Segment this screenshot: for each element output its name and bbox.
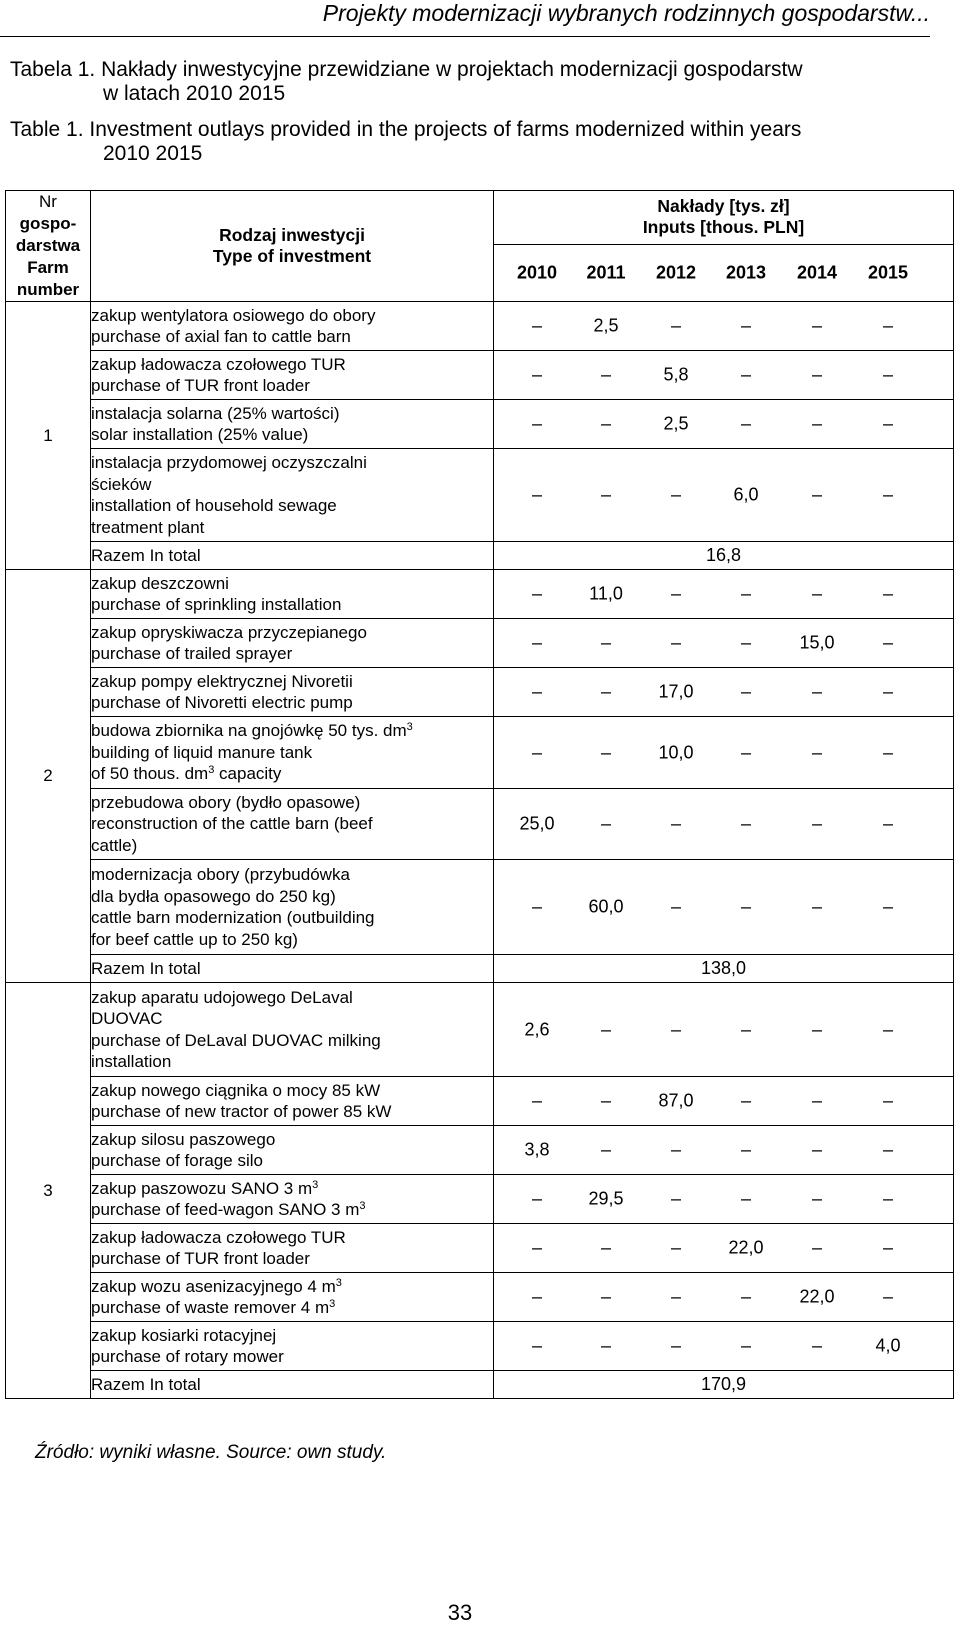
table-row — [6, 1077, 954, 1126]
nr-line: Farm — [27, 258, 69, 277]
no-outlay-dash: – — [811, 364, 823, 385]
caption-pl-line-2: w latach 2010 2015 — [103, 82, 286, 105]
caption-en-line-1: Table 1. Investment outlays provided in the projects of farms modernized within years — [10, 118, 802, 141]
item-line: building of liquid manure tank — [91, 742, 313, 762]
no-outlay-dash: – — [531, 681, 543, 702]
no-outlay-dash: – — [811, 1237, 823, 1258]
no-outlay-dash: – — [531, 742, 543, 762]
item-line: zakup wentylatora osiowego do obory — [91, 305, 376, 325]
item-line: zakup deszczowni — [91, 573, 229, 593]
table-row — [6, 449, 954, 542]
outlay-value: 3,8 — [524, 1139, 550, 1160]
table-row — [6, 717, 954, 789]
no-outlay-dash: – — [882, 1188, 894, 1209]
table-row — [6, 1126, 954, 1175]
year-values — [494, 570, 954, 619]
item-line: purchase of forage silo — [91, 1151, 263, 1170]
investment-item — [91, 860, 494, 955]
no-outlay-dash: – — [882, 583, 894, 604]
no-outlay-dash: – — [882, 1019, 894, 1039]
table-row — [6, 570, 954, 619]
total-value: 138,0 — [494, 955, 954, 983]
item-line: purchase of waste remover 4 $m^3$ — [91, 1298, 336, 1317]
no-outlay-dash: – — [811, 681, 823, 702]
item-line: purchase of sprinkling installation — [91, 595, 342, 614]
total-value: 16,8 — [494, 542, 954, 570]
total-row — [6, 955, 954, 983]
investment-item — [91, 668, 494, 717]
outlay-value: 22,0 — [728, 1237, 764, 1258]
no-outlay-dash: – — [531, 1188, 543, 1209]
item-line: installation — [91, 1052, 172, 1071]
item-line: zakup ładowacza czołowego TUR — [91, 1227, 346, 1247]
no-outlay-dash: – — [531, 413, 543, 434]
no-outlay-dash: – — [531, 1090, 543, 1111]
no-outlay-dash: – — [882, 896, 894, 917]
no-outlay-dash: – — [531, 583, 543, 604]
investment-item — [91, 1077, 494, 1126]
item-line: cattle barn modernization (outbuilding — [91, 908, 375, 927]
no-outlay-dash: – — [740, 364, 752, 385]
investment-item — [91, 400, 494, 449]
outlay-value: 2,5 — [663, 413, 689, 434]
no-outlay-dash: – — [740, 896, 752, 917]
no-outlay-dash: – — [670, 1237, 682, 1258]
investment-item — [91, 570, 494, 619]
total-label: Razem In total — [91, 955, 494, 983]
year-values — [494, 860, 954, 955]
table-row — [6, 619, 954, 668]
outlay-value: 60,0 — [588, 896, 624, 917]
no-outlay-dash: – — [882, 742, 894, 762]
investment-item — [91, 1273, 494, 1322]
no-outlay-dash: – — [600, 632, 612, 653]
total-label: Razem In total — [91, 542, 494, 570]
no-outlay-dash: – — [740, 583, 752, 604]
no-outlay-dash: – — [600, 813, 612, 834]
item-line: zakup kosiarki rotacyjnej — [91, 1325, 277, 1345]
no-outlay-dash: – — [531, 315, 543, 336]
no-outlay-dash: – — [882, 1286, 894, 1307]
year-values — [494, 351, 954, 400]
item-line: instalacja przydomowej oczyszczalni — [91, 453, 367, 472]
table-row — [6, 1273, 954, 1322]
farm-number-header — [6, 191, 91, 302]
outlay-value: 87,0 — [658, 1090, 694, 1111]
item-line: purchase of TUR front loader — [91, 376, 310, 395]
item-line: treatment plant — [91, 517, 205, 537]
investment-item — [91, 1322, 494, 1371]
total-value: 170,9 — [494, 1371, 954, 1399]
year-header: 2013 — [725, 262, 767, 283]
outlay-value: 25,0 — [519, 813, 555, 834]
no-outlay-dash: – — [670, 813, 682, 834]
outlay-value: 15,0 — [799, 632, 835, 653]
item-line: purchase of rotary mower — [91, 1347, 284, 1366]
no-outlay-dash: – — [740, 681, 752, 702]
item-line: purchase of trailed sprayer — [91, 644, 293, 663]
investment-item — [91, 449, 494, 542]
item-line: ścieków — [91, 474, 152, 494]
no-outlay-dash: – — [740, 632, 752, 653]
year-values — [494, 668, 954, 717]
item-line: purchase of axial fan to cattle barn — [91, 327, 351, 346]
investment-type-header — [91, 191, 494, 302]
item-line: for beef cattle up to 250 kg) — [91, 929, 298, 949]
item-line: zakup wozu asenizacyjnego 4 $m^3$ — [91, 1276, 342, 1296]
no-outlay-dash: – — [600, 742, 612, 762]
investment-item — [91, 351, 494, 400]
investment-item — [91, 1224, 494, 1273]
no-outlay-dash: – — [811, 1090, 823, 1111]
item-line: zakup ładowacza czołowego TUR — [91, 354, 346, 374]
outlay-value: 17,0 — [658, 681, 694, 702]
no-outlay-dash: – — [740, 1139, 752, 1160]
no-outlay-dash: – — [531, 1286, 543, 1307]
outlay-value: 10,0 — [658, 742, 694, 762]
table-row — [6, 1322, 954, 1371]
no-outlay-dash: – — [740, 742, 752, 762]
no-outlay-dash: – — [600, 1286, 612, 1307]
outlay-value: 11,0 — [589, 583, 623, 604]
year-values — [494, 1126, 954, 1175]
farm-number: 1 — [6, 302, 91, 570]
no-outlay-dash: – — [531, 1237, 543, 1258]
no-outlay-dash: – — [811, 742, 823, 762]
no-outlay-dash: – — [740, 813, 752, 834]
item-line: purchase of Nivoretti electric pump — [91, 693, 353, 712]
table-row — [6, 668, 954, 717]
no-outlay-dash: – — [670, 583, 682, 604]
no-outlay-dash: – — [882, 315, 894, 336]
no-outlay-dash: – — [811, 413, 823, 434]
outlay-value: 6,0 — [733, 484, 759, 505]
year-values — [494, 1273, 954, 1322]
outlay-value: 22,0 — [799, 1286, 835, 1307]
item-line: zakup silosu paszowego — [91, 1129, 276, 1149]
table-row — [6, 860, 954, 955]
no-outlay-dash: – — [600, 1237, 612, 1258]
type-header-en: Type of investment — [212, 246, 372, 266]
no-outlay-dash: – — [600, 1090, 612, 1111]
investment-item — [91, 1175, 494, 1224]
nr-line: Nr — [39, 192, 57, 211]
no-outlay-dash: – — [811, 896, 823, 917]
total-row — [6, 1371, 954, 1399]
item-line: zakup aparatu udojowego DeLaval — [91, 987, 353, 1007]
no-outlay-dash: – — [811, 813, 823, 834]
item-line: of 50 thous. $dm^3$ capacity — [91, 764, 282, 784]
item-line: zakup paszowozu SANO 3 $m^3$ — [91, 1178, 319, 1198]
no-outlay-dash: – — [600, 1019, 612, 1039]
item-line: zakup nowego ciągnika o mocy 85 kW — [91, 1080, 381, 1100]
item-line: modernizacja obory (przybudówka — [91, 865, 350, 884]
no-outlay-dash: – — [531, 896, 543, 917]
no-outlay-dash: – — [882, 413, 894, 434]
no-outlay-dash: – — [882, 632, 894, 653]
item-line: instalacja solarna (25% wartości) — [91, 403, 340, 423]
farm-number: 2 — [6, 570, 91, 983]
no-outlay-dash: – — [670, 1188, 682, 1209]
year-values — [494, 789, 954, 860]
year-values — [494, 400, 954, 449]
year-header: 2010 — [516, 262, 558, 283]
no-outlay-dash: – — [531, 484, 543, 505]
item-line: purchase of TUR front loader — [91, 1249, 310, 1268]
no-outlay-dash: – — [740, 1090, 752, 1111]
year-values — [494, 1175, 954, 1224]
inputs-header — [494, 191, 954, 245]
total-label: Razem In total — [91, 1371, 494, 1399]
no-outlay-dash: – — [670, 315, 682, 336]
no-outlay-dash: – — [740, 413, 752, 434]
item-line: reconstruction of the cattle barn (beef — [91, 814, 373, 834]
no-outlay-dash: – — [531, 1335, 543, 1356]
table-row — [6, 1175, 954, 1224]
year-header: 2012 — [655, 262, 697, 283]
item-line: solar installation (25% value) — [91, 425, 309, 444]
table-row — [6, 983, 954, 1077]
no-outlay-dash: – — [670, 1139, 682, 1160]
no-outlay-dash: – — [882, 813, 894, 834]
outlay-value: 2,6 — [524, 1019, 550, 1039]
no-outlay-dash: – — [670, 1286, 682, 1307]
running-header — [0, 0, 930, 37]
no-outlay-dash: – — [811, 583, 823, 604]
outlay-value: 2,5 — [593, 315, 619, 336]
investment-item — [91, 619, 494, 668]
item-line: purchase of feed-wagon SANO 3 $m^3$ — [91, 1200, 366, 1219]
no-outlay-dash: – — [600, 364, 612, 385]
year-values — [494, 983, 954, 1077]
year-header: 2014 — [796, 262, 838, 283]
no-outlay-dash: – — [882, 1139, 894, 1160]
no-outlay-dash: – — [740, 1019, 752, 1039]
item-line: installation of household sewage — [91, 496, 337, 515]
no-outlay-dash: – — [670, 1019, 682, 1039]
no-outlay-dash: – — [600, 484, 612, 505]
year-values — [494, 619, 954, 668]
year-values — [494, 717, 954, 789]
caption-pl-line-1: Tabela 1. Nakłady inwestycyjne przewidziane w projektach modernizacji gospodarstw — [10, 58, 803, 81]
farm-number: 3 — [6, 983, 91, 1399]
table-row — [6, 400, 954, 449]
no-outlay-dash: – — [670, 1335, 682, 1356]
outlay-value: 5,8 — [663, 364, 689, 385]
year-values — [494, 302, 954, 351]
caption-en-line-2: 2010 2015 — [103, 142, 203, 165]
no-outlay-dash: – — [740, 1335, 752, 1356]
table-row — [6, 302, 954, 351]
no-outlay-dash: – — [670, 896, 682, 917]
year-values — [494, 1224, 954, 1273]
no-outlay-dash: – — [882, 484, 894, 505]
no-outlay-dash: – — [811, 1188, 823, 1209]
investment-item — [91, 1126, 494, 1175]
source-note: Źródło: wyniki własne. Source: own study. — [35, 1442, 387, 1463]
no-outlay-dash: – — [740, 315, 752, 336]
table-caption-en — [10, 118, 801, 166]
table-row — [6, 1224, 954, 1273]
no-outlay-dash: – — [811, 315, 823, 336]
item-line: przebudowa obory (bydło opasowe) — [91, 792, 361, 812]
no-outlay-dash: – — [531, 364, 543, 385]
nr-line: number — [16, 280, 80, 299]
no-outlay-dash: – — [600, 1335, 612, 1356]
item-line: budowa zbiornika na gnojówkę 50 tys. $dm^3$ — [91, 721, 413, 741]
item-line: DUOVAC — [91, 1009, 163, 1028]
no-outlay-dash: – — [740, 1286, 752, 1307]
running-head-title: Projekty modernizacji wybranych rodzinnych gospodarstw... — [322, 0, 930, 26]
years-header — [494, 244, 954, 301]
no-outlay-dash: – — [811, 1139, 823, 1160]
investment-item — [91, 983, 494, 1077]
outlay-value: 4,0 — [875, 1335, 901, 1356]
type-header-pl: Rodzaj inwestycji — [219, 225, 365, 245]
year-values — [494, 1077, 954, 1126]
no-outlay-dash: – — [811, 484, 823, 505]
table-caption-pl — [10, 58, 803, 106]
investment-item — [91, 789, 494, 860]
nr-line: darstwa — [15, 236, 81, 255]
page-number: 33 — [447, 1600, 473, 1625]
no-outlay-dash: – — [882, 1237, 894, 1258]
item-line: zakup pompy elektrycznej Nivoretii — [91, 671, 353, 691]
no-outlay-dash: – — [882, 1090, 894, 1111]
year-values — [494, 449, 954, 542]
no-outlay-dash: – — [670, 484, 682, 505]
inputs-header-en: Inputs [thous. PLN] — [642, 217, 805, 238]
no-outlay-dash: – — [670, 632, 682, 653]
no-outlay-dash: – — [882, 681, 894, 702]
table-row — [6, 351, 954, 400]
investment-item — [91, 302, 494, 351]
year-header: 2015 — [867, 262, 909, 283]
year-header: 2011 — [586, 262, 626, 283]
header-row-top — [6, 191, 954, 245]
nr-line: gospo- — [19, 214, 77, 233]
no-outlay-dash: – — [811, 1019, 823, 1039]
no-outlay-dash: – — [600, 681, 612, 702]
item-line: dla bydła opasowego do 250 kg) — [91, 886, 336, 906]
no-outlay-dash: – — [740, 1188, 752, 1209]
total-row — [6, 542, 954, 570]
outlay-value: 29,5 — [588, 1188, 624, 1209]
year-values — [494, 1322, 954, 1371]
item-line: purchase of DeLaval DUOVAC milking — [91, 1030, 381, 1050]
item-line: purchase of new tractor of power 85 kW — [91, 1102, 392, 1121]
item-line: zakup opryskiwacza przyczepianego — [91, 622, 367, 642]
investment-item — [91, 717, 494, 789]
no-outlay-dash: – — [600, 413, 612, 434]
no-outlay-dash: – — [882, 364, 894, 385]
investment-table — [5, 190, 954, 1399]
item-line: cattle) — [91, 835, 138, 855]
inputs-header-pl: Nakłady [tys. zł] — [657, 196, 790, 217]
no-outlay-dash: – — [600, 1139, 612, 1160]
no-outlay-dash: – — [811, 1335, 823, 1356]
table-row — [6, 789, 954, 860]
no-outlay-dash: – — [531, 632, 543, 653]
